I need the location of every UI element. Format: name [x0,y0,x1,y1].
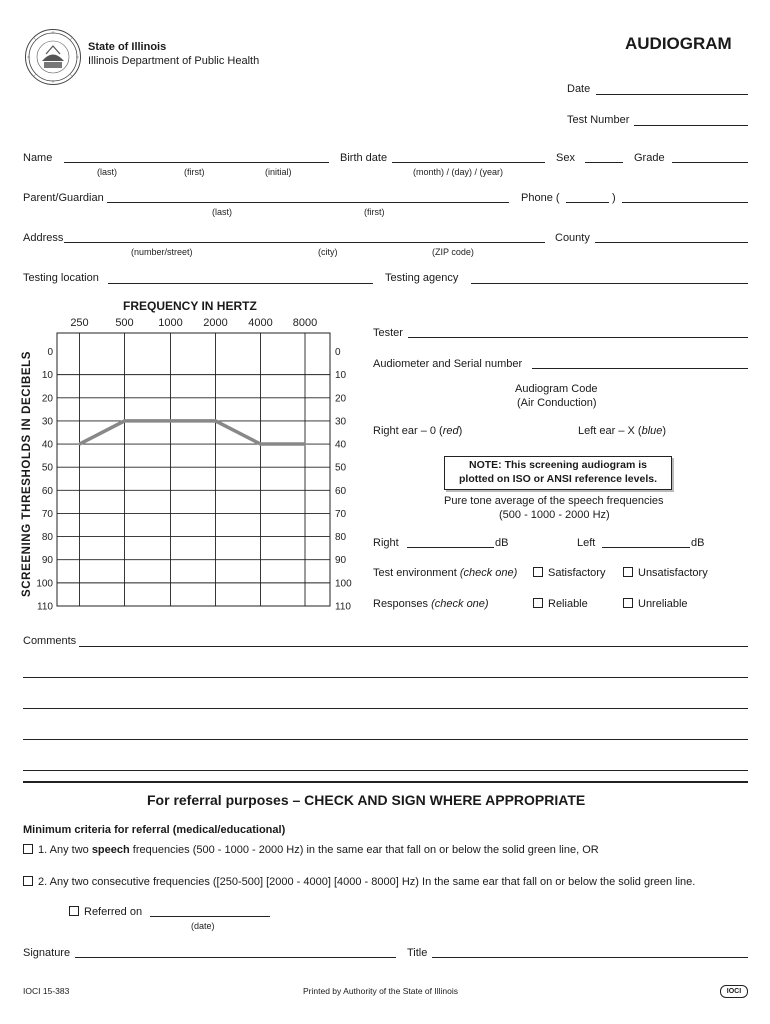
x-tick-500: 500 [115,317,134,329]
phone-label: Phone ( [521,192,560,204]
y-tick-right-100: 100 [335,578,352,590]
birth-date-label: Birth date [340,152,388,164]
ioci-logo: IOCI [720,985,748,998]
y-tick-left-90: 90 [41,555,53,567]
tester-label: Tester [373,327,403,339]
right-pta-db: dB [495,537,509,549]
note-line-1: NOTE: This screening audiogram is [469,459,647,471]
parent-label: Parent/Guardian [23,192,104,204]
criteria-1-checkbox[interactable] [23,844,33,854]
criteria-2[interactable]: 2. Any two consecutive frequencies ([250-500] [2000 - 4000] [4000 - 8000] Hz) In the same ear that fall on or below the solid green line. [23,876,695,888]
comments-line-5[interactable] [23,770,748,771]
series-point-500 [123,420,125,422]
y-tick-left-110: 110 [37,601,53,613]
reliable-checkbox[interactable] [533,598,543,608]
unsatisfactory-checkbox[interactable] [623,567,633,577]
y-tick-right-80: 80 [335,532,347,544]
y-tick-left-100: 100 [36,578,53,590]
y-tick-right-0: 0 [335,347,341,358]
referred-on-date-field[interactable] [150,916,270,917]
test-environment-label: Test environment (check one) [373,567,518,579]
x-tick-8000: 8000 [292,317,318,329]
signature-label: Signature [23,947,71,959]
criteria-title: Minimum criteria for referral (medical/educational) [23,824,286,836]
test-number-label: Test Number [567,114,630,126]
form-title: AUDIOGRAM [625,34,732,53]
left-ear-color: blue [641,425,663,437]
department-name: Illinois Department of Public Health [88,55,260,67]
name-label: Name [23,152,53,164]
series-point-4000 [259,443,261,445]
y-tick-right-40: 40 [335,439,347,451]
left-ear-code: Left ear – X (blue) [578,425,667,437]
series-line-0 [80,421,306,444]
chart-frame [57,333,330,606]
referred-on-option[interactable]: Referred on [69,906,142,918]
title-label: Title [407,947,428,959]
note-line-2: plotted on ISO or ANSI reference levels. [459,473,657,485]
title-field[interactable] [432,957,748,958]
unreliable-option[interactable]: Unreliable [623,598,688,610]
sex-label: Sex [556,152,575,164]
y-tick-left-70: 70 [41,508,53,520]
tester-field[interactable] [408,337,748,338]
section-divider [23,781,748,783]
y-tick-right-110: 110 [335,601,351,613]
comments-line-3[interactable] [23,708,748,709]
reliable-option[interactable]: Reliable [533,598,588,610]
testing-location-label: Testing location [23,272,99,284]
number-street-hint: (number/street) [131,247,193,257]
y-tick-left-80: 80 [41,532,53,544]
unreliable-checkbox[interactable] [623,598,633,608]
y-tick-right-70: 70 [335,508,347,520]
series-point-2000 [214,420,216,422]
city-hint: (city) [318,247,338,257]
county-label: County [555,232,590,244]
name-initial-hint: (initial) [265,167,292,177]
unsatisfactory-option[interactable]: Unsatisfactory [623,567,708,579]
comments-label: Comments [23,635,77,647]
audiogram-code-title: Audiogram Code [515,383,598,395]
parent-first-hint: (first) [364,207,385,217]
satisfactory-option[interactable]: Satisfactory [533,567,605,579]
x-tick-250: 250 [70,317,89,329]
printed-by: Printed by Authority of the State of Illinois [303,986,458,996]
y-tick-left-20: 20 [41,393,53,405]
x-tick-4000: 4000 [248,317,273,329]
right-pta-field[interactable] [407,547,494,548]
pta-line-1: Pure tone average of the speech frequencies [444,495,664,507]
series-point-250 [78,443,80,445]
referred-on-checkbox[interactable] [69,906,79,916]
y-tick-left-40: 40 [41,439,53,451]
y-tick-left-0: 0 [47,347,53,358]
date-label: Date [567,83,591,95]
grade-label: Grade [634,152,665,164]
series-point-1000 [169,420,171,422]
criteria-1[interactable]: 1. Any two speech frequencies (500 - 1000 - 2000 Hz) in the same ear that fall on or below the solid green line, OR [23,844,599,856]
phone-close: ) [612,192,616,204]
audiometer-field[interactable] [532,368,748,369]
chart-title: FREQUENCY IN HERTZ [123,299,257,313]
referred-date-hint: (date) [191,921,215,931]
note-box [444,456,672,490]
y-tick-left-60: 60 [41,485,53,497]
chart-y-axis-label: SCREENING THRESHOLDS IN DECIBELS [21,350,33,598]
x-tick-2000: 2000 [203,317,228,329]
y-tick-right-30: 30 [335,416,347,428]
criteria-2-checkbox[interactable] [23,876,33,886]
left-pta-db: dB [691,537,705,549]
left-pta-label: Left [577,537,596,549]
comments-line-1[interactable] [79,646,748,647]
birth-date-format-hint: (month) / (day) / (year) [413,167,504,177]
y-tick-left-50: 50 [41,462,53,474]
y-tick-right-50: 50 [335,462,347,474]
parent-last-hint: (last) [212,207,232,217]
x-tick-1000: 1000 [158,317,183,329]
address-label: Address [23,232,64,244]
right-pta-label: Right [373,537,399,549]
y-tick-right-60: 60 [335,485,347,497]
y-tick-left-10: 10 [41,370,53,382]
audiogram-code-sub: (Air Conduction) [517,397,597,409]
comments-line-4[interactable] [23,739,748,740]
y-tick-right-90: 90 [335,555,347,567]
name-first-hint: (first) [184,167,205,177]
referral-heading: For referral purposes – CHECK AND SIGN WHERE APPROPRIATE [147,792,586,808]
y-tick-right-10: 10 [335,370,347,382]
right-ear-code: Right ear – 0 (red) [373,425,463,437]
name-last-hint: (last) [97,167,117,177]
audiometer-label: Audiometer and Serial number [373,358,523,370]
zip-hint: (ZIP code) [432,247,474,257]
y-tick-left-30: 30 [41,416,53,428]
y-tick-right-20: 20 [335,393,347,405]
form-id: IOCI 15-383 [23,986,70,996]
satisfactory-checkbox[interactable] [533,567,543,577]
state-name: State of Illinois [88,41,167,53]
testing-agency-label: Testing agency [385,272,459,284]
pta-line-2: (500 - 1000 - 2000 Hz) [499,509,610,521]
responses-label: Responses (check one) [373,598,489,610]
right-ear-color: red [442,425,459,437]
left-pta-field[interactable] [602,547,690,548]
signature-field[interactable] [75,957,396,958]
comments-line-2[interactable] [23,677,748,678]
series-point-8000 [304,443,306,445]
